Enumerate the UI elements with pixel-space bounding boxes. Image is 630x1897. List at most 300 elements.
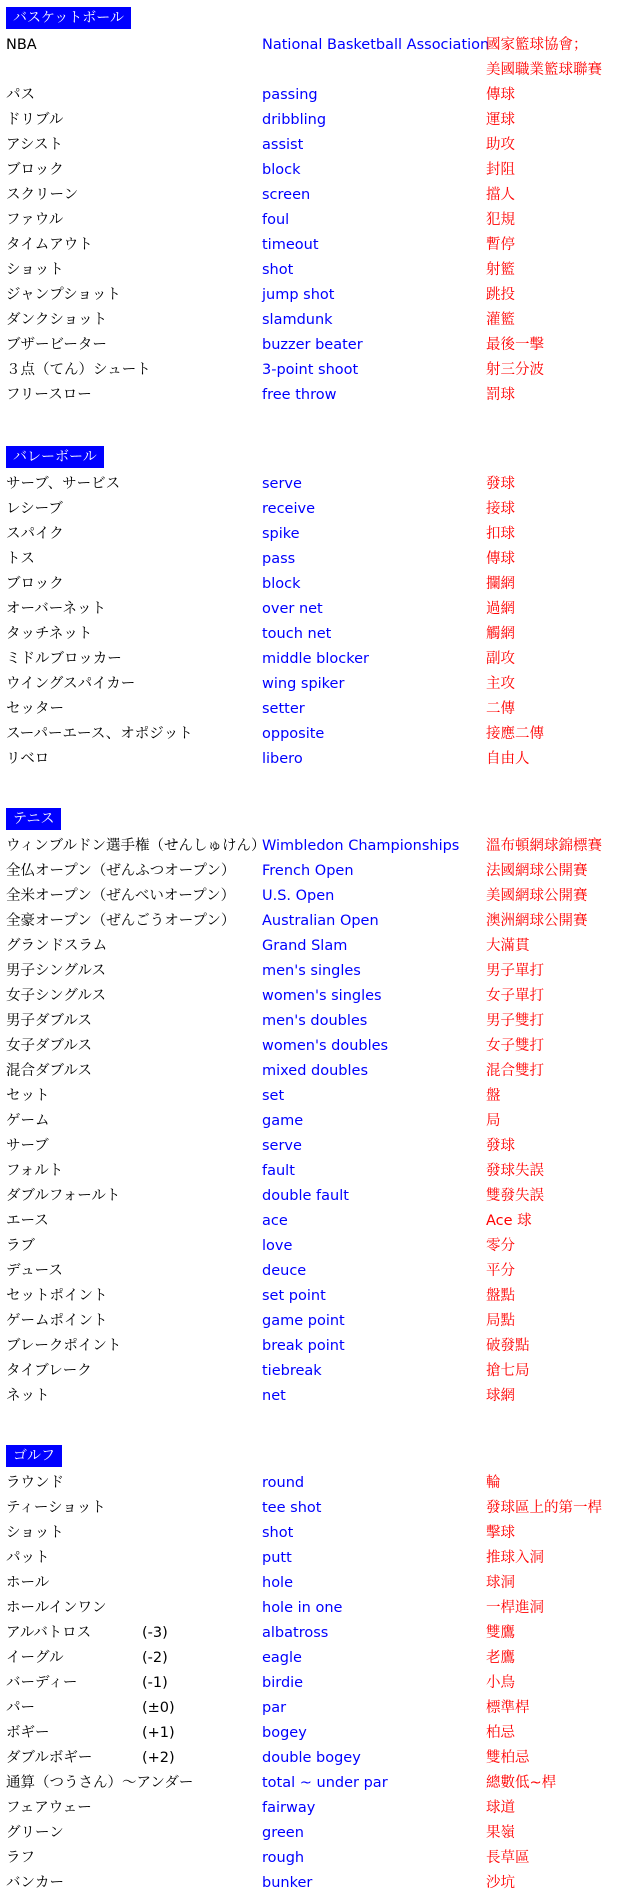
chinese-term [486, 1284, 515, 1309]
english-term: putt [262, 1550, 292, 1566]
term-row [0, 834, 630, 859]
english-term: love [262, 1238, 293, 1254]
term-row [0, 497, 630, 522]
english-term: spike [262, 526, 300, 542]
english-term: setter [262, 701, 305, 717]
score-relative-to-par: (-1) [142, 1675, 168, 1691]
term-row [0, 909, 630, 934]
term-row [0, 1821, 630, 1846]
japanese-term: フォルト [6, 1163, 64, 1179]
chinese-term [486, 909, 588, 934]
term-row [0, 547, 630, 572]
chinese-term [486, 572, 515, 597]
term-row [0, 308, 630, 333]
chinese-term [486, 383, 515, 408]
english-term: tee shot [262, 1500, 322, 1516]
english-term: net [262, 1388, 286, 1404]
chinese-term [486, 1471, 501, 1496]
english-term: slamdunk [262, 312, 333, 328]
japanese-term: NBA [6, 37, 37, 53]
term-row [0, 333, 630, 358]
chinese-term [486, 283, 515, 308]
chinese-term [486, 1159, 544, 1184]
english-term: over net [262, 601, 323, 617]
term-row [0, 1721, 630, 1746]
term-row [0, 1521, 630, 1546]
term-row [0, 1284, 630, 1309]
chinese-term-line: 跳投 [486, 287, 515, 303]
chinese-term [486, 1646, 515, 1671]
chinese-term-line: 發球 [486, 1138, 515, 1154]
japanese-term: ブロック [6, 576, 64, 592]
chinese-term [486, 1234, 515, 1259]
chinese-term [486, 158, 515, 183]
chinese-term [486, 547, 515, 572]
section-header: テニス [6, 808, 61, 830]
term-row [0, 522, 630, 547]
english-term: fairway [262, 1800, 316, 1816]
english-term: rough [262, 1850, 305, 1866]
score-relative-to-par: (+1) [142, 1725, 175, 1741]
chinese-term [486, 1621, 515, 1646]
chinese-term-line: 球網 [486, 1388, 515, 1404]
chinese-term-line: 一桿進洞 [486, 1600, 544, 1616]
english-term: National Basketball Association [262, 37, 490, 53]
chinese-term-line: 國家籃球協會； [486, 37, 588, 53]
japanese-term: スーパーエース、オポジット [6, 726, 193, 742]
english-term: wing spiker [262, 676, 345, 692]
english-term: round [262, 1475, 305, 1491]
term-row [0, 1209, 630, 1234]
term-row [0, 1796, 630, 1821]
score-relative-to-par: (+2) [142, 1750, 175, 1766]
chinese-term [486, 208, 515, 233]
japanese-term: 混合ダブルス [6, 1063, 92, 1079]
japanese-term: サーブ [6, 1138, 49, 1154]
english-term: Australian Open [262, 913, 379, 929]
term-row [0, 1309, 630, 1334]
chinese-term-line: 球道 [486, 1800, 515, 1816]
japanese-term: ボギー [6, 1725, 50, 1741]
chinese-term-line: 雙發失誤 [486, 1188, 544, 1204]
japanese-term: バンカー [6, 1875, 64, 1891]
chinese-term [486, 472, 515, 497]
chinese-term [486, 1746, 530, 1771]
chinese-term-line: 局點 [486, 1313, 515, 1329]
section-header: ゴルフ [6, 1445, 62, 1467]
english-term: albatross [262, 1625, 329, 1641]
japanese-term: フリースロー [6, 387, 92, 403]
chinese-term-line: 發球失誤 [486, 1163, 544, 1179]
japanese-term: ホール [6, 1575, 50, 1591]
japanese-term: オーバーネット [6, 601, 107, 617]
japanese-term: バーディー [6, 1675, 78, 1691]
chinese-term-line: 發球 [486, 476, 515, 492]
japanese-term: 男子シングルス [6, 963, 106, 979]
term-row [0, 1496, 630, 1521]
chinese-term [486, 1671, 515, 1696]
chinese-term [486, 1696, 530, 1721]
chinese-term [486, 522, 515, 547]
english-term: green [262, 1825, 304, 1841]
chinese-term-line: 觸網 [486, 626, 515, 642]
english-term: libero [262, 751, 303, 767]
chinese-term [486, 1521, 515, 1546]
chinese-term-line: 標準桿 [486, 1700, 530, 1716]
chinese-term [486, 959, 544, 984]
chinese-term-line: 射三分波 [486, 362, 544, 378]
term-row [0, 1471, 630, 1496]
term-row [0, 934, 630, 959]
term-row [0, 672, 630, 697]
term-row [0, 83, 630, 108]
score-relative-to-par: (-3) [142, 1625, 168, 1641]
japanese-term: ゲームポイント [6, 1313, 108, 1329]
english-term: double bogey [262, 1750, 361, 1766]
chinese-term [486, 1846, 530, 1871]
japanese-term: グリーン [6, 1825, 64, 1841]
term-row [0, 722, 630, 747]
term-row [0, 1259, 630, 1284]
english-term: buzzer beater [262, 337, 363, 353]
chinese-term-line: 封阻 [486, 162, 515, 178]
english-term: bogey [262, 1725, 307, 1741]
english-term: deuce [262, 1263, 307, 1279]
japanese-term: ウィンブルドン選手権（せんしゅけん） [6, 838, 266, 854]
english-term: foul [262, 212, 290, 228]
english-term: men's singles [262, 963, 361, 979]
japanese-term: イーグル [6, 1650, 64, 1666]
term-row [0, 1621, 630, 1646]
japanese-term: スパイク [6, 526, 64, 542]
chinese-term-line: 男子雙打 [486, 1013, 544, 1029]
english-term: eagle [262, 1650, 302, 1666]
chinese-term-line: 傳球 [486, 87, 515, 103]
chinese-term [486, 1796, 515, 1821]
japanese-term: 全豪オープン（ぜんごうオープン） [6, 913, 236, 929]
japanese-term: 全米オープン（ぜんべいオープン） [6, 888, 236, 904]
term-row [0, 1184, 630, 1209]
term-row [0, 1334, 630, 1359]
chinese-term [486, 1384, 515, 1409]
japanese-term: ブザービーター [6, 337, 107, 353]
chinese-term-line: 助攻 [486, 137, 515, 153]
term-row [0, 859, 630, 884]
term-row [0, 1771, 630, 1796]
term-row [0, 33, 630, 83]
chinese-term-line: 破發點 [486, 1338, 530, 1354]
english-term: block [262, 162, 301, 178]
chinese-term-line: 擊球 [486, 1525, 515, 1541]
chinese-term-line: 過網 [486, 601, 515, 617]
english-term: free throw [262, 387, 337, 403]
term-row [0, 208, 630, 233]
english-term: fault [262, 1163, 295, 1179]
section-header: バスケットボール [6, 7, 131, 29]
english-term: hole in one [262, 1600, 343, 1616]
japanese-term: 女子ダブルス [6, 1038, 92, 1054]
english-term: pass [262, 551, 296, 567]
chinese-term [486, 358, 544, 383]
chinese-term [486, 1059, 544, 1084]
chinese-term [486, 622, 515, 647]
chinese-term-line: 沙坑 [486, 1875, 515, 1891]
chinese-term [486, 33, 602, 83]
japanese-term: ラブ [6, 1238, 35, 1254]
chinese-term [486, 722, 544, 747]
japanese-term: グランドスラム [6, 938, 108, 954]
japanese-term: ラウンド [6, 1475, 64, 1491]
english-term: total ~ under par [262, 1775, 388, 1791]
term-row [0, 959, 630, 984]
chinese-term-line: 最後一擊 [486, 337, 544, 353]
term-row [0, 1696, 630, 1721]
japanese-term: フェアウェー [6, 1800, 92, 1816]
chinese-term [486, 1309, 515, 1334]
japanese-term: サーブ、サービス [6, 476, 121, 492]
japanese-term: セットポイント [6, 1288, 108, 1304]
term-row [0, 647, 630, 672]
chinese-term-line: 溫布頓網球錦標賽 [486, 838, 602, 854]
chinese-term-line: 平分 [486, 1263, 515, 1279]
term-row [0, 1846, 630, 1871]
chinese-term-line: 攔網 [486, 576, 515, 592]
chinese-term [486, 834, 602, 859]
score-relative-to-par: (-2) [142, 1650, 168, 1666]
term-row [0, 572, 630, 597]
term-list [0, 1471, 630, 1896]
chinese-term-line: 雙柏忌 [486, 1750, 530, 1766]
english-term: hole [262, 1575, 294, 1591]
english-term: mixed doubles [262, 1063, 368, 1079]
japanese-term: ショット [6, 262, 64, 278]
chinese-term [486, 1546, 544, 1571]
japanese-term: ３点（てん）シュート [6, 362, 151, 378]
term-row [0, 1109, 630, 1134]
chinese-term-line: 澳洲網球公開賽 [486, 913, 588, 929]
english-term: set point [262, 1288, 326, 1304]
term-row [0, 1009, 630, 1034]
term-row [0, 472, 630, 497]
english-term: French Open [262, 863, 354, 879]
english-term: game point [262, 1313, 345, 1329]
japanese-term: ネット [6, 1388, 50, 1404]
chinese-term [486, 859, 588, 884]
term-row [0, 258, 630, 283]
term-list [0, 834, 630, 1409]
term-row [0, 1034, 630, 1059]
chinese-term [486, 1109, 501, 1134]
chinese-term-line: 接球 [486, 501, 515, 517]
term-row [0, 1596, 630, 1621]
japanese-term: セッター [6, 701, 64, 717]
chinese-term [486, 133, 515, 158]
chinese-term-line: 小鳥 [486, 1675, 515, 1691]
chinese-term [486, 597, 515, 622]
english-term: double fault [262, 1188, 349, 1204]
chinese-term-line: 二傳 [486, 701, 515, 717]
japanese-term: アシスト [6, 137, 63, 153]
chinese-term-line: 混合雙打 [486, 1063, 544, 1079]
chinese-term [486, 108, 515, 133]
section-header: バレーボール [6, 446, 104, 468]
chinese-term [486, 697, 515, 722]
japanese-term: タッチネット [6, 626, 93, 642]
english-term: game [262, 1113, 304, 1129]
chinese-term-line: 球洞 [486, 1575, 515, 1591]
english-term: birdie [262, 1675, 304, 1691]
score-relative-to-par: (±0) [142, 1700, 175, 1716]
english-term: serve [262, 1138, 302, 1154]
chinese-term-line: 女子單打 [486, 988, 544, 1004]
chinese-term-line: 接應二傳 [486, 726, 544, 742]
english-term: break point [262, 1338, 345, 1354]
chinese-term [486, 1496, 602, 1521]
term-row [0, 622, 630, 647]
japanese-term: ドリブル [6, 112, 64, 128]
japanese-term: 男子ダブルス [6, 1013, 92, 1029]
english-term: Grand Slam [262, 938, 348, 954]
japanese-term: タイムアウト [6, 237, 93, 253]
term-row [0, 884, 630, 909]
chinese-term-line: 罰球 [486, 387, 515, 403]
chinese-term-line: 輪 [486, 1475, 501, 1491]
chinese-term-line: 柏忌 [486, 1725, 515, 1741]
term-row [0, 383, 630, 408]
english-term: women's singles [262, 988, 382, 1004]
term-row [0, 1234, 630, 1259]
english-term: bunker [262, 1875, 313, 1891]
japanese-term: 全仏オープン（ぜんふつオープン） [6, 863, 236, 879]
english-term: assist [262, 137, 304, 153]
chinese-term [486, 83, 515, 108]
chinese-term-line: 暫停 [486, 237, 515, 253]
term-row [0, 283, 630, 308]
term-row [0, 1871, 630, 1896]
english-term: serve [262, 476, 302, 492]
chinese-term-line: 老鷹 [486, 1650, 515, 1666]
japanese-term: ジャンプショット [6, 287, 121, 303]
japanese-term: 女子シングルス [6, 988, 106, 1004]
chinese-term-line: Ace 球 [486, 1213, 532, 1229]
chinese-term [486, 1084, 501, 1109]
english-term: screen [262, 187, 311, 203]
japanese-term: タイブレーク [6, 1363, 92, 1379]
chinese-term-line: 局 [486, 1113, 501, 1129]
english-term: ace [262, 1213, 288, 1229]
term-list [0, 472, 630, 772]
chinese-term-line: 發球區上的第一桿 [486, 1500, 602, 1516]
chinese-term-line: 主攻 [486, 676, 515, 692]
chinese-term-line: 果嶺 [486, 1825, 515, 1841]
term-row [0, 358, 630, 383]
term-row [0, 108, 630, 133]
english-term: middle blocker [262, 651, 369, 667]
japanese-term: アルバトロス [6, 1625, 92, 1641]
english-term: women's doubles [262, 1038, 389, 1054]
chinese-term [486, 647, 515, 672]
chinese-term [486, 1334, 530, 1359]
japanese-term: ゲーム [6, 1113, 50, 1129]
chinese-term-line: 射籃 [486, 262, 515, 278]
chinese-term [486, 233, 515, 258]
japanese-term: リベロ [6, 751, 50, 767]
japanese-term: レシーブ [6, 501, 63, 517]
term-row [0, 1546, 630, 1571]
term-row [0, 133, 630, 158]
japanese-term: ファウル [6, 212, 64, 228]
english-term: jump shot [262, 287, 335, 303]
chinese-term-line: 傳球 [486, 551, 515, 567]
english-term: opposite [262, 726, 325, 742]
english-term: 3-point shoot [262, 362, 359, 378]
term-row [0, 1359, 630, 1384]
chinese-term-line: 推球入洞 [486, 1550, 544, 1566]
chinese-term [486, 1871, 515, 1896]
chinese-term-line: 女子雙打 [486, 1038, 544, 1054]
english-term: passing [262, 87, 318, 103]
chinese-term-line: 盤 [486, 1088, 501, 1104]
chinese-term-line: 犯規 [486, 212, 515, 228]
chinese-term [486, 1571, 515, 1596]
japanese-term: ブレークポイント [6, 1338, 122, 1354]
english-term: dribbling [262, 112, 327, 128]
term-row [0, 183, 630, 208]
chinese-term [486, 1596, 544, 1621]
chinese-term-line: 搶七局 [486, 1363, 530, 1379]
japanese-term: スクリーン [6, 187, 79, 203]
chinese-term-line: 美國網球公開賽 [486, 888, 588, 904]
english-term: block [262, 576, 301, 592]
english-term: touch net [262, 626, 332, 642]
chinese-term [486, 1259, 515, 1284]
japanese-term: ダブルボギー [6, 1750, 93, 1766]
japanese-term: ダブルフォールト [6, 1188, 121, 1204]
chinese-term-line: 零分 [486, 1238, 515, 1254]
term-row [0, 597, 630, 622]
chinese-term-line: 法國網球公開賽 [486, 863, 588, 879]
term-row [0, 984, 630, 1009]
chinese-term [486, 1184, 544, 1209]
chinese-term [486, 1721, 515, 1746]
term-row [0, 1671, 630, 1696]
japanese-term: トス [6, 551, 35, 567]
chinese-term [486, 1771, 556, 1796]
japanese-term: パット [6, 1550, 50, 1566]
term-list [0, 33, 630, 408]
chinese-term-line: 灌籃 [486, 312, 515, 328]
term-row [0, 1571, 630, 1596]
term-row [0, 1134, 630, 1159]
english-term: set [262, 1088, 285, 1104]
english-term: Wimbledon Championships [262, 838, 460, 854]
chinese-term-line: 男子單打 [486, 963, 544, 979]
term-row [0, 1746, 630, 1771]
english-term: shot [262, 262, 294, 278]
chinese-term [486, 747, 530, 772]
chinese-term [486, 1009, 544, 1034]
japanese-term: ティーショット [6, 1500, 106, 1516]
chinese-term-line: 扣球 [486, 526, 515, 542]
term-row [0, 1384, 630, 1409]
japanese-term: パス [6, 87, 35, 103]
term-row [0, 1084, 630, 1109]
chinese-term-line: 總數低~桿 [486, 1775, 557, 1791]
japanese-term: ダンクショット [6, 312, 108, 328]
english-term: receive [262, 501, 315, 517]
english-term: tiebreak [262, 1363, 322, 1379]
term-row [0, 1646, 630, 1671]
